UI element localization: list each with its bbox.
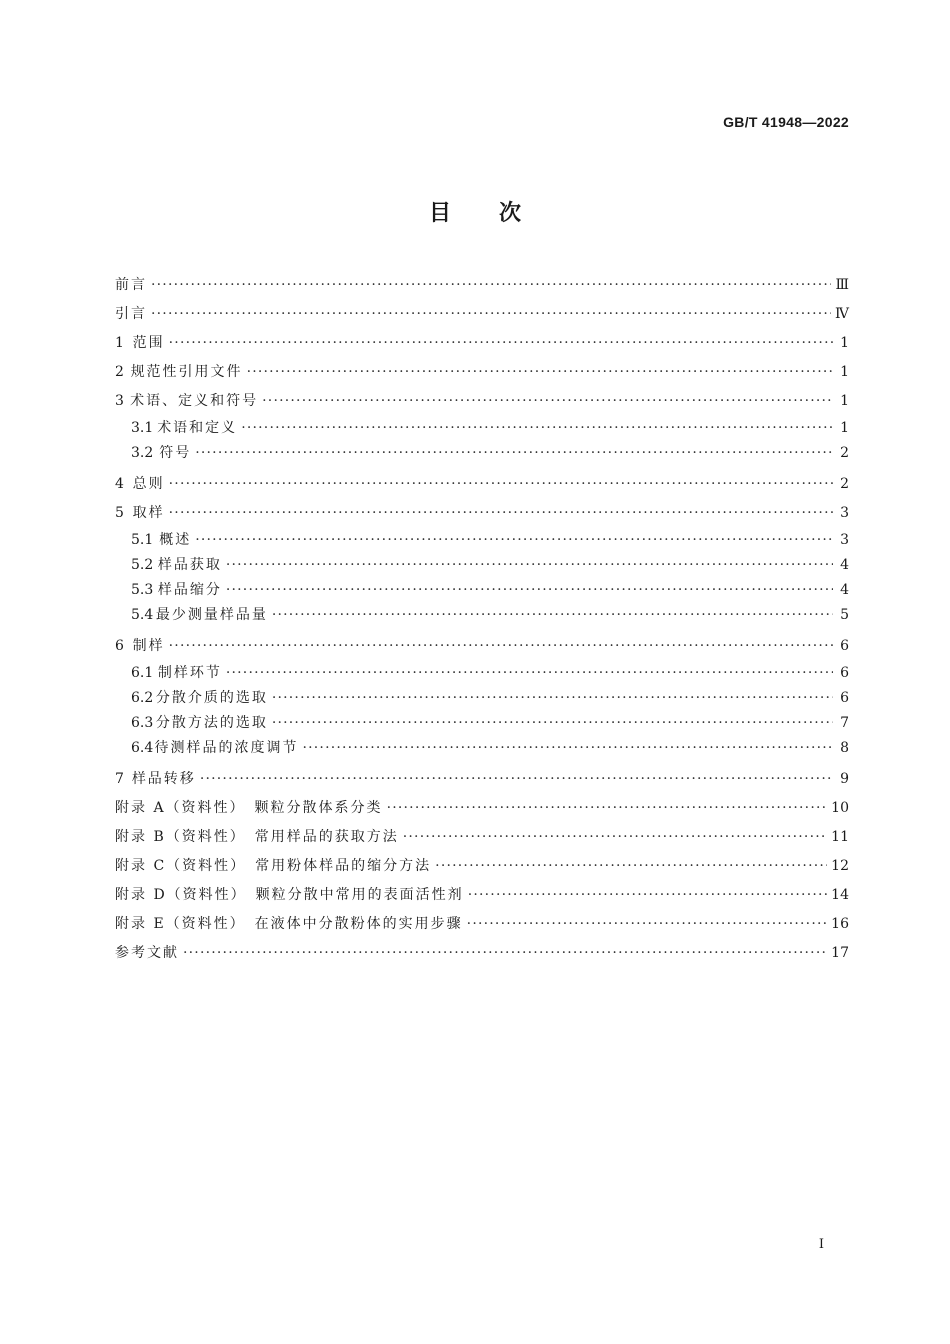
toc-leader xyxy=(302,736,833,761)
toc-number: 6.4 xyxy=(131,740,154,756)
toc-page: 10 xyxy=(831,800,849,816)
toc-text: 制样环节 xyxy=(157,665,222,681)
toc-text: 待测样品的浓度调节 xyxy=(154,740,299,756)
toc-item-5-1[interactable] xyxy=(115,528,849,553)
toc-text: 分散方法的选取 xyxy=(155,715,268,731)
toc-leader xyxy=(403,823,827,852)
toc-leader xyxy=(226,661,833,686)
toc-page: 6 xyxy=(840,690,849,706)
toc-leader xyxy=(169,470,833,499)
toc-leader xyxy=(169,329,833,358)
toc-number: 3 xyxy=(115,393,124,409)
toc-text: 附录 D（资料性） 颗粒分散中常用的表面活性剂 xyxy=(115,887,464,903)
toc-number: 5 xyxy=(115,505,124,521)
toc-text: 附录 E（资料性） 在液体中分散粉体的实用步骤 xyxy=(115,916,463,932)
toc-text: 总则 xyxy=(132,476,165,492)
toc-number: 2 xyxy=(115,364,124,380)
toc-text: 术语、定义和符号 xyxy=(130,393,259,409)
toc-text: 制样 xyxy=(132,638,165,654)
toc-leader xyxy=(200,765,833,794)
toc-text: 附录 C（资料性） 常用粉体样品的缩分方法 xyxy=(115,858,432,874)
toc-item-foreword[interactable] xyxy=(115,271,849,300)
page-number: I xyxy=(818,1237,824,1252)
toc-page: 17 xyxy=(831,945,849,961)
toc-item-annex-a[interactable] xyxy=(115,794,849,823)
toc-number: 6.3 xyxy=(131,715,154,731)
toc-page: 1 xyxy=(840,420,849,436)
toc-text: 分散介质的选取 xyxy=(155,690,268,706)
toc-item-6-4[interactable] xyxy=(115,736,849,761)
toc-leader xyxy=(151,271,831,300)
toc-text: 符号 xyxy=(159,445,192,461)
toc-item-preparation[interactable] xyxy=(115,632,849,661)
toc-item-transfer[interactable] xyxy=(115,765,849,794)
page-title: 目次 xyxy=(428,201,569,226)
toc-item-3-1[interactable] xyxy=(115,416,849,441)
toc-text: 范围 xyxy=(132,335,165,351)
toc-leader xyxy=(247,358,833,387)
toc-item-annex-d[interactable] xyxy=(115,881,849,910)
toc-item-6-3[interactable] xyxy=(115,711,849,736)
toc-number: 3.2 xyxy=(131,445,154,461)
toc-leader xyxy=(151,300,831,329)
toc-item-introduction[interactable] xyxy=(115,300,849,329)
toc-leader xyxy=(272,711,833,736)
toc-page: 11 xyxy=(831,829,849,845)
toc-leader xyxy=(169,632,833,661)
toc-number: 4 xyxy=(115,476,124,492)
toc-number: 5.2 xyxy=(131,557,154,573)
toc-leader xyxy=(183,939,827,968)
toc-item-terms[interactable] xyxy=(115,387,849,416)
toc-item-annex-b[interactable] xyxy=(115,823,849,852)
toc-page: 16 xyxy=(831,916,849,932)
toc-number: 5.1 xyxy=(131,532,154,548)
toc-leader xyxy=(262,387,833,416)
toc-page: Ⅲ xyxy=(835,277,849,293)
toc-item-5-2[interactable] xyxy=(115,553,849,578)
toc-text: 样品获取 xyxy=(157,557,222,573)
toc-page: Ⅳ xyxy=(835,306,849,322)
toc-leader xyxy=(226,553,833,578)
toc-item-6-1[interactable] xyxy=(115,661,849,686)
toc-page: 3 xyxy=(840,505,849,521)
toc-text: 参考文献 xyxy=(115,945,179,961)
toc-text: 术语和定义 xyxy=(157,420,238,436)
toc-item-annex-e[interactable] xyxy=(115,910,849,939)
toc-item-3-2[interactable] xyxy=(115,441,849,466)
toc-page: 12 xyxy=(831,858,849,874)
toc-page: 2 xyxy=(840,445,849,461)
toc-leader xyxy=(272,686,833,711)
toc-page: 1 xyxy=(840,335,849,351)
toc-number: 1 xyxy=(115,335,124,351)
toc-number: 5.3 xyxy=(131,582,154,598)
toc-number: 5.4 xyxy=(131,607,154,623)
toc-item-normative-references[interactable] xyxy=(115,358,849,387)
toc-page: 3 xyxy=(840,532,849,548)
toc-leader xyxy=(387,794,828,823)
table-of-contents xyxy=(115,271,849,968)
toc-leader xyxy=(467,910,828,939)
toc-page: 4 xyxy=(840,582,849,598)
toc-leader xyxy=(169,499,833,528)
toc-page: 6 xyxy=(840,638,849,654)
toc-item-general[interactable] xyxy=(115,470,849,499)
toc-text: 引言 xyxy=(115,306,147,322)
toc-item-scope[interactable] xyxy=(115,329,849,358)
toc-number: 6.2 xyxy=(131,690,154,706)
toc-leader xyxy=(195,528,833,553)
toc-leader xyxy=(272,603,833,628)
toc-number: 3.1 xyxy=(131,420,154,436)
toc-item-bibliography[interactable] xyxy=(115,939,849,968)
toc-leader xyxy=(226,578,833,603)
toc-text: 样品转移 xyxy=(131,771,196,787)
toc-page: 14 xyxy=(831,887,849,903)
toc-page: 1 xyxy=(840,364,849,380)
toc-page: 2 xyxy=(840,476,849,492)
toc-text: 概述 xyxy=(159,532,192,548)
toc-leader xyxy=(435,852,827,881)
toc-item-annex-c[interactable] xyxy=(115,852,849,881)
toc-page: 1 xyxy=(840,393,849,409)
toc-page: 7 xyxy=(840,715,849,731)
toc-page: 8 xyxy=(840,740,849,756)
toc-page: 5 xyxy=(840,607,849,623)
toc-page: 9 xyxy=(840,771,849,787)
toc-page: 6 xyxy=(840,665,849,681)
toc-item-5-3[interactable] xyxy=(115,578,849,603)
toc-text: 前言 xyxy=(115,277,147,293)
toc-leader xyxy=(241,416,833,441)
toc-item-5-4[interactable] xyxy=(115,603,849,628)
toc-number: 7 xyxy=(115,771,124,787)
toc-number: 6 xyxy=(115,638,124,654)
toc-leader xyxy=(195,441,833,466)
toc-text: 取样 xyxy=(132,505,165,521)
toc-item-6-2[interactable] xyxy=(115,686,849,711)
toc-number: 6.1 xyxy=(131,665,154,681)
toc-item-sampling[interactable] xyxy=(115,499,849,528)
toc-text: 规范性引用文件 xyxy=(130,364,243,380)
toc-text: 附录 B（资料性） 常用样品的获取方法 xyxy=(115,829,399,845)
standard-number: GB/T 41948—2022 xyxy=(723,114,849,130)
toc-page: 4 xyxy=(840,557,849,573)
toc-text: 最少测量样品量 xyxy=(155,607,268,623)
toc-text: 样品缩分 xyxy=(157,582,222,598)
toc-leader xyxy=(468,881,827,910)
toc-text: 附录 A（资料性） 颗粒分散体系分类 xyxy=(115,800,383,816)
